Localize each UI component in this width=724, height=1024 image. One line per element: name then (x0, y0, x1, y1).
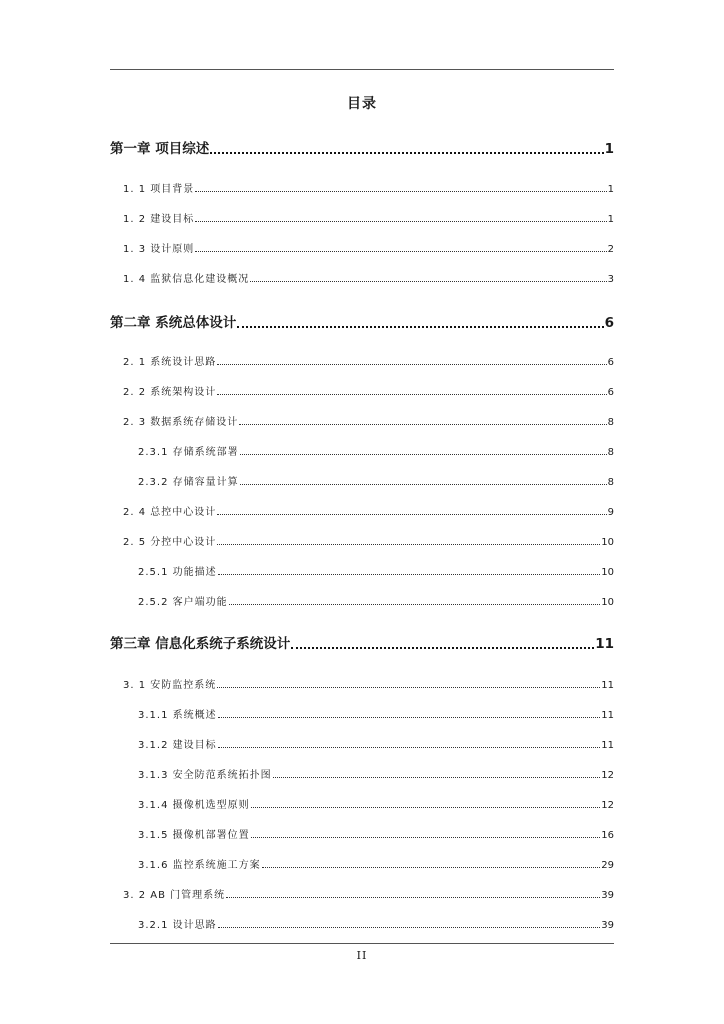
toc-entry-page: 8 (607, 447, 614, 458)
toc-entry-chapter-3[interactable] (110, 632, 614, 652)
dot-leader (262, 867, 601, 868)
toc-entry-page: 10 (601, 567, 614, 578)
dot-leader (217, 514, 606, 515)
toc-entry-1-1[interactable] (123, 180, 614, 195)
toc-entry-label: 2. 4 总控中心设计 (123, 507, 217, 518)
toc-entry-label: 3. 1 安防监控系统 (123, 680, 217, 691)
toc-entry-label: 2.5.2 客户端功能 (138, 597, 228, 608)
toc-entry-2-1[interactable] (123, 353, 614, 368)
toc-entry-2-4[interactable] (123, 503, 614, 518)
toc-entry-page: 10 (601, 597, 614, 608)
toc-entry-label: 2.3.1 存储系统部署 (138, 447, 239, 458)
dot-leader (217, 544, 600, 545)
toc-entry-page: 6 (607, 357, 614, 368)
toc-entry-label: 2. 1 系统设计思路 (123, 357, 217, 368)
toc-entry-page: 11 (595, 636, 614, 652)
toc-entry-3-2-1[interactable] (138, 916, 614, 931)
header-rule (110, 69, 614, 70)
toc-entry-label: 3.1.1 系统概述 (138, 710, 217, 721)
toc-entry-page: 12 (601, 770, 614, 781)
toc-entry-page: 2 (607, 244, 614, 255)
toc-entry-page: 11 (601, 740, 614, 751)
dot-leader (229, 604, 601, 605)
toc-entry-label: 2. 3 数据系统存储设计 (123, 417, 239, 428)
toc-entry-label: 第三章 信息化系统子系统设计 (110, 636, 291, 652)
toc-entry-label: 3.1.3 安全防范系统拓扑图 (138, 770, 272, 781)
dot-leader (217, 394, 606, 395)
toc-entry-label: 3.1.2 建设目标 (138, 740, 217, 751)
toc-entry-page: 8 (607, 417, 614, 428)
toc-entry-3-2[interactable] (123, 886, 614, 901)
toc-entry-1-2[interactable] (123, 210, 614, 225)
toc-entry-label: 第二章 系统总体设计 (110, 315, 237, 331)
toc-entry-3-1-2[interactable] (138, 736, 614, 751)
toc-entry-page: 8 (607, 477, 614, 488)
toc-title: 目录 (347, 96, 377, 112)
toc-entry-label: 1. 2 建设目标 (123, 214, 195, 225)
toc-entry-page: 39 (601, 890, 614, 901)
dot-leader (291, 647, 594, 649)
toc-entry-page: 29 (601, 860, 614, 871)
toc-entry-page: 16 (601, 830, 614, 841)
dot-leader (195, 251, 606, 252)
toc-entry-2-5-2[interactable] (138, 593, 614, 608)
toc-entry-3-1-5[interactable] (138, 826, 614, 841)
toc-entry-label: 3.1.5 摄像机部署位置 (138, 830, 250, 841)
toc-entry-page: 10 (601, 537, 614, 548)
toc-entry-3-1-4[interactable] (138, 796, 614, 811)
toc-entry-label: 1. 4 监狱信息化建设概况 (123, 274, 250, 285)
dot-leader (195, 191, 606, 192)
toc-entry-3-1[interactable] (123, 676, 614, 691)
dot-leader (239, 424, 606, 425)
toc-entry-label: 第一章 项目综述 (110, 141, 210, 157)
toc-entry-label: 2.5.1 功能描述 (138, 567, 217, 578)
toc-entry-2-5[interactable] (123, 533, 614, 548)
dot-leader (218, 574, 601, 575)
toc-entry-2-2[interactable] (123, 383, 614, 398)
toc-entry-2-5-1[interactable] (138, 563, 614, 578)
toc-entry-page: 1 (604, 141, 614, 157)
footer-rule (110, 943, 614, 944)
dot-leader (251, 837, 601, 838)
toc-entry-label: 2. 2 系统架构设计 (123, 387, 217, 398)
dot-leader (250, 281, 606, 282)
dot-leader (195, 221, 606, 222)
dot-leader (218, 747, 601, 748)
toc-entry-page: 39 (601, 920, 614, 931)
dot-leader (218, 927, 601, 928)
dot-leader (240, 484, 607, 485)
toc-entry-page: 9 (607, 507, 614, 518)
toc-entry-label: 3.1.6 监控系统施工方案 (138, 860, 261, 871)
dot-leader (251, 807, 601, 808)
toc-entry-2-3-2[interactable] (138, 473, 614, 488)
toc-entry-page: 11 (601, 680, 614, 691)
toc-entry-page: 1 (607, 184, 614, 195)
toc-entry-label: 1. 3 设计原则 (123, 244, 195, 255)
dot-leader (237, 326, 603, 328)
toc-entry-1-4[interactable] (123, 270, 614, 285)
toc-entry-page: 1 (607, 214, 614, 225)
toc-entry-chapter-1[interactable] (110, 137, 614, 157)
page-number: II (356, 949, 368, 962)
dot-leader (240, 454, 607, 455)
toc-entry-page: 3 (607, 274, 614, 285)
toc-entry-page: 12 (601, 800, 614, 811)
toc-entry-3-1-1[interactable] (138, 706, 614, 721)
toc-entry-1-3[interactable] (123, 240, 614, 255)
dot-leader (226, 897, 600, 898)
toc-entry-page: 6 (607, 387, 614, 398)
toc-entry-3-1-3[interactable] (138, 766, 614, 781)
dot-leader (218, 717, 601, 718)
toc-entry-label: 2. 5 分控中心设计 (123, 537, 217, 548)
dot-leader (210, 152, 603, 154)
dot-leader (217, 687, 600, 688)
toc-entry-chapter-2[interactable] (110, 311, 614, 331)
toc-entry-page: 11 (601, 710, 614, 721)
toc-entry-label: 3.1.4 摄像机选型原则 (138, 800, 250, 811)
toc-entry-2-3-1[interactable] (138, 443, 614, 458)
toc-entry-page: 6 (604, 315, 614, 331)
dot-leader (217, 364, 606, 365)
toc-entry-label: 3.2.1 设计思路 (138, 920, 217, 931)
toc-entry-label: 2.3.2 存储容量计算 (138, 477, 239, 488)
toc-entry-3-1-6[interactable] (138, 856, 614, 871)
dot-leader (273, 777, 601, 778)
toc-entry-label: 3. 2 AB 门管理系统 (123, 890, 226, 901)
toc-entry-2-3[interactable] (123, 413, 614, 428)
toc-entry-label: 1. 1 项目背景 (123, 184, 195, 195)
